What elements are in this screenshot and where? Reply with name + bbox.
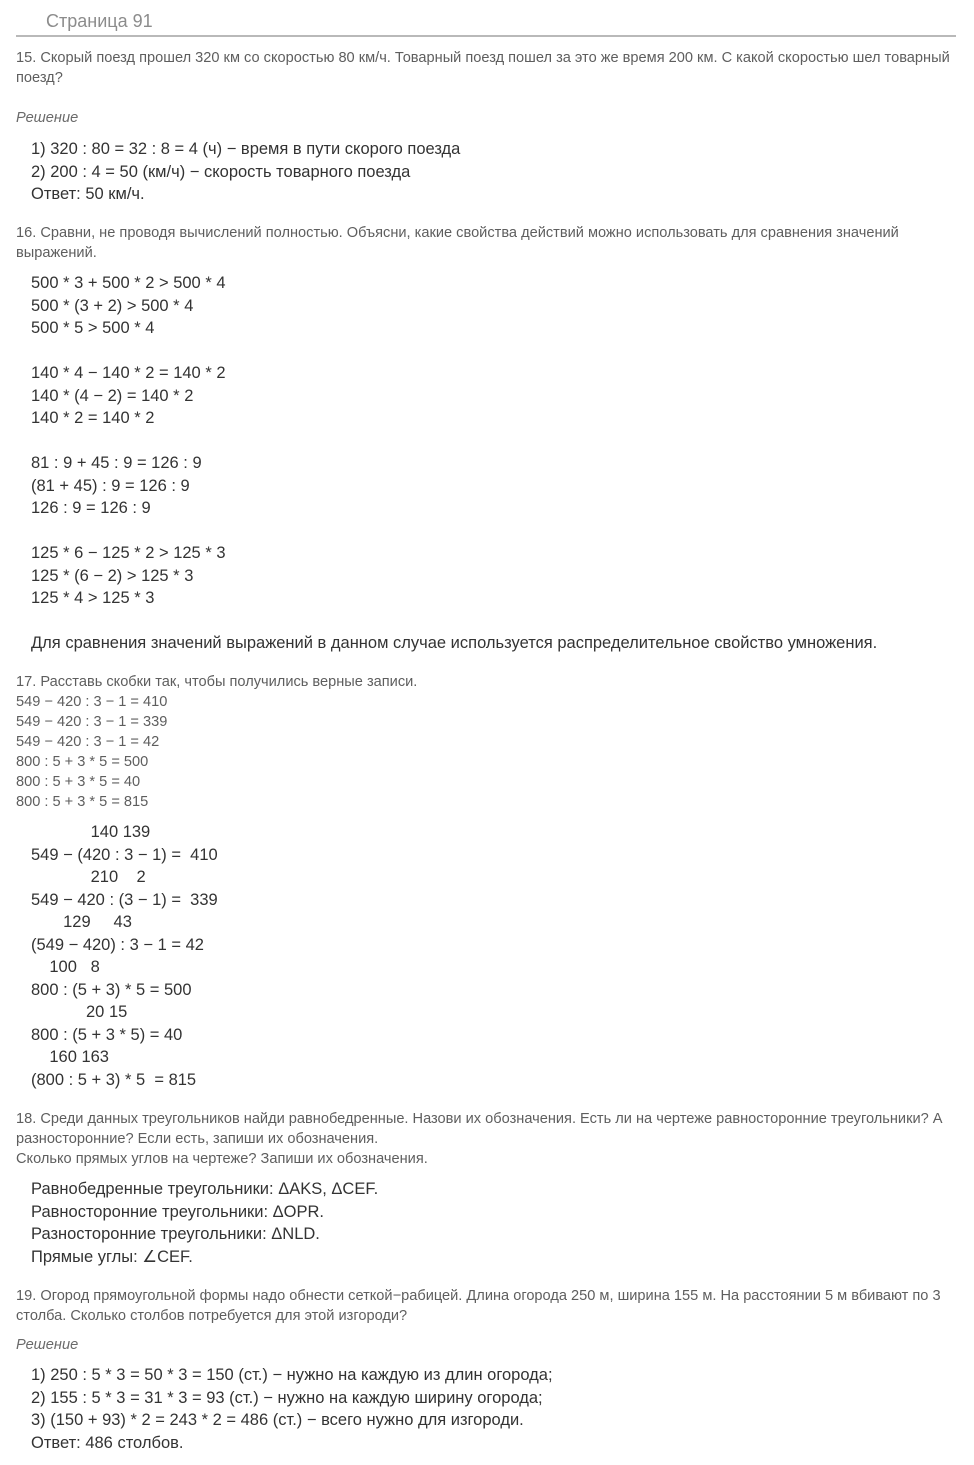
example-line: 800 : 5 + 3 * 5 = 500 [16, 754, 149, 770]
solution-line: 81 : 9 + 45 : 9 = 126 : 9 [31, 454, 202, 472]
task-19-question: 19. Огород прямоугольной формы надо обнести сеткой−рабицей. Длина огорода 250 м, ширина 155 м. На расстоянии 5 м вбивают по 3 столба. Сколько столбов потребуется для этой изгороди? [16, 1288, 941, 1324]
example-line: 800 : 5 + 3 * 5 = 40 [16, 774, 141, 790]
solution-line: (800 : 5 + 3) * 5 = 815 [31, 1070, 197, 1089]
answer-line: Ответ: 50 км/ч. [31, 185, 145, 203]
intermediate-results: 210 2 [31, 868, 146, 886]
task-17-examples [16, 692, 956, 812]
intermediate-results: 20 15 [31, 1003, 128, 1021]
task-15-solution-label: Решение [16, 110, 79, 126]
example-line: 800 : 5 + 3 * 5 = 815 [16, 794, 149, 810]
task-19-solution [16, 1364, 956, 1454]
solution-line: 549 − 420 : (3 − 1) = 339 [31, 890, 218, 909]
example-line: 549 − 420 : 3 − 1 = 339 [16, 714, 168, 730]
solution-line: 500 * 3 + 500 * 2 > 500 * 4 [31, 274, 226, 292]
solution-line: 800 : (5 + 3 * 5) = 40 [31, 1025, 183, 1044]
spacer-line [31, 430, 956, 453]
task-17-solution [16, 821, 956, 1091]
solution-line: 125 * (6 − 2) > 125 * 3 [31, 566, 194, 585]
intermediate-results: 100 8 [31, 958, 100, 976]
task-18-question-2: Сколько прямых углов на чертеже? Запиши их обозначения. [16, 1151, 428, 1167]
solution-line: 2) 155 : 5 * 3 = 31 * 3 = 93 (ст.) − нужно на каждую ширину огорода; [31, 1388, 543, 1407]
conclusion-line: Для сравнения значений выражений в данном случае используется распределительное свойство умножения. [31, 634, 878, 652]
answer-line: Ответ: 486 столбов. [31, 1433, 184, 1452]
solution-line: 800 : (5 + 3) * 5 = 500 [31, 980, 192, 999]
task-18-solution [16, 1178, 956, 1268]
solution-line: 549 − (420 : 3 − 1) = 410 [31, 845, 218, 864]
solution-line: (81 + 45) : 9 = 126 : 9 [31, 476, 190, 495]
task-16-solution [16, 272, 956, 655]
intermediate-results: 140 139 [31, 823, 151, 841]
task-15-solution [16, 138, 956, 206]
solution-line: 140 * 4 − 140 * 2 = 140 * 2 [31, 364, 226, 382]
solution-line: 500 * (3 + 2) > 500 * 4 [31, 296, 194, 315]
solution-line: 140 * 2 = 140 * 2 [31, 409, 155, 427]
solution-line: 140 * (4 − 2) = 140 * 2 [31, 386, 194, 405]
task-18-question: 18. Среди данных треугольников найди равнобедренные. Назови их обозначения. Есть ли на чертеже равносторонние треугольники? А разносторонние? Если есть, запиши их обозначения. [16, 1111, 943, 1147]
solution-line: Разносторонние треугольники: ΔNLD. [31, 1225, 320, 1243]
solution-line: (549 − 420) : 3 − 1 = 42 [31, 935, 204, 954]
solution-line: Равнобедренные треугольники: ΔAKS, ΔCEF. [31, 1180, 379, 1198]
task-16-question: 16. Сравни, не проводя вычислений полностью. Объясни, какие свойства действий можно использовать для сравнения значений выражений. [16, 225, 899, 261]
solution-line: Равносторонние треугольники: ΔOPR. [31, 1202, 325, 1221]
task-17-question: 17. Расставь скобки так, чтобы получились верные записи. [16, 674, 418, 690]
example-line: 549 − 420 : 3 − 1 = 410 [16, 694, 168, 710]
solution-line: 500 * 5 > 500 * 4 [31, 319, 155, 337]
page-title: Страница 91 [16, 10, 956, 37]
solution-line: 125 * 4 > 125 * 3 [31, 589, 155, 607]
task-19-solution-label: Решение [16, 1337, 79, 1353]
solution-line: 1) 250 : 5 * 3 = 50 * 3 = 150 (ст.) − нужно на каждую из длин огорода; [31, 1366, 553, 1384]
solution-line: Прямые углы: ∠CEF. [31, 1247, 193, 1266]
task-15-question: 15. Скорый поезд прошел 320 км со скоростью 80 км/ч. Товарный поезд пошел за это же время 200 км. С какой скоростью шел товарный поезд? [16, 50, 950, 86]
spacer-line [31, 340, 956, 363]
solution-line: 126 : 9 = 126 : 9 [31, 499, 151, 517]
spacer-line [31, 610, 956, 633]
solution-line: 2) 200 : 4 = 50 (км/ч) − скорость товарного поезда [31, 162, 411, 181]
example-line: 549 − 420 : 3 − 1 = 42 [16, 734, 160, 750]
intermediate-results: 160 163 [31, 1048, 109, 1066]
solution-line: 125 * 6 − 125 * 2 > 125 * 3 [31, 544, 226, 562]
spacer-line [31, 520, 956, 543]
solution-line: 3) (150 + 93) * 2 = 243 * 2 = 486 (ст.) − всего нужно для изгороди. [31, 1411, 524, 1429]
intermediate-results: 129 43 [31, 913, 132, 931]
solution-line: 1) 320 : 80 = 32 : 8 = 4 (ч) − время в пути скорого поезда [31, 140, 461, 158]
